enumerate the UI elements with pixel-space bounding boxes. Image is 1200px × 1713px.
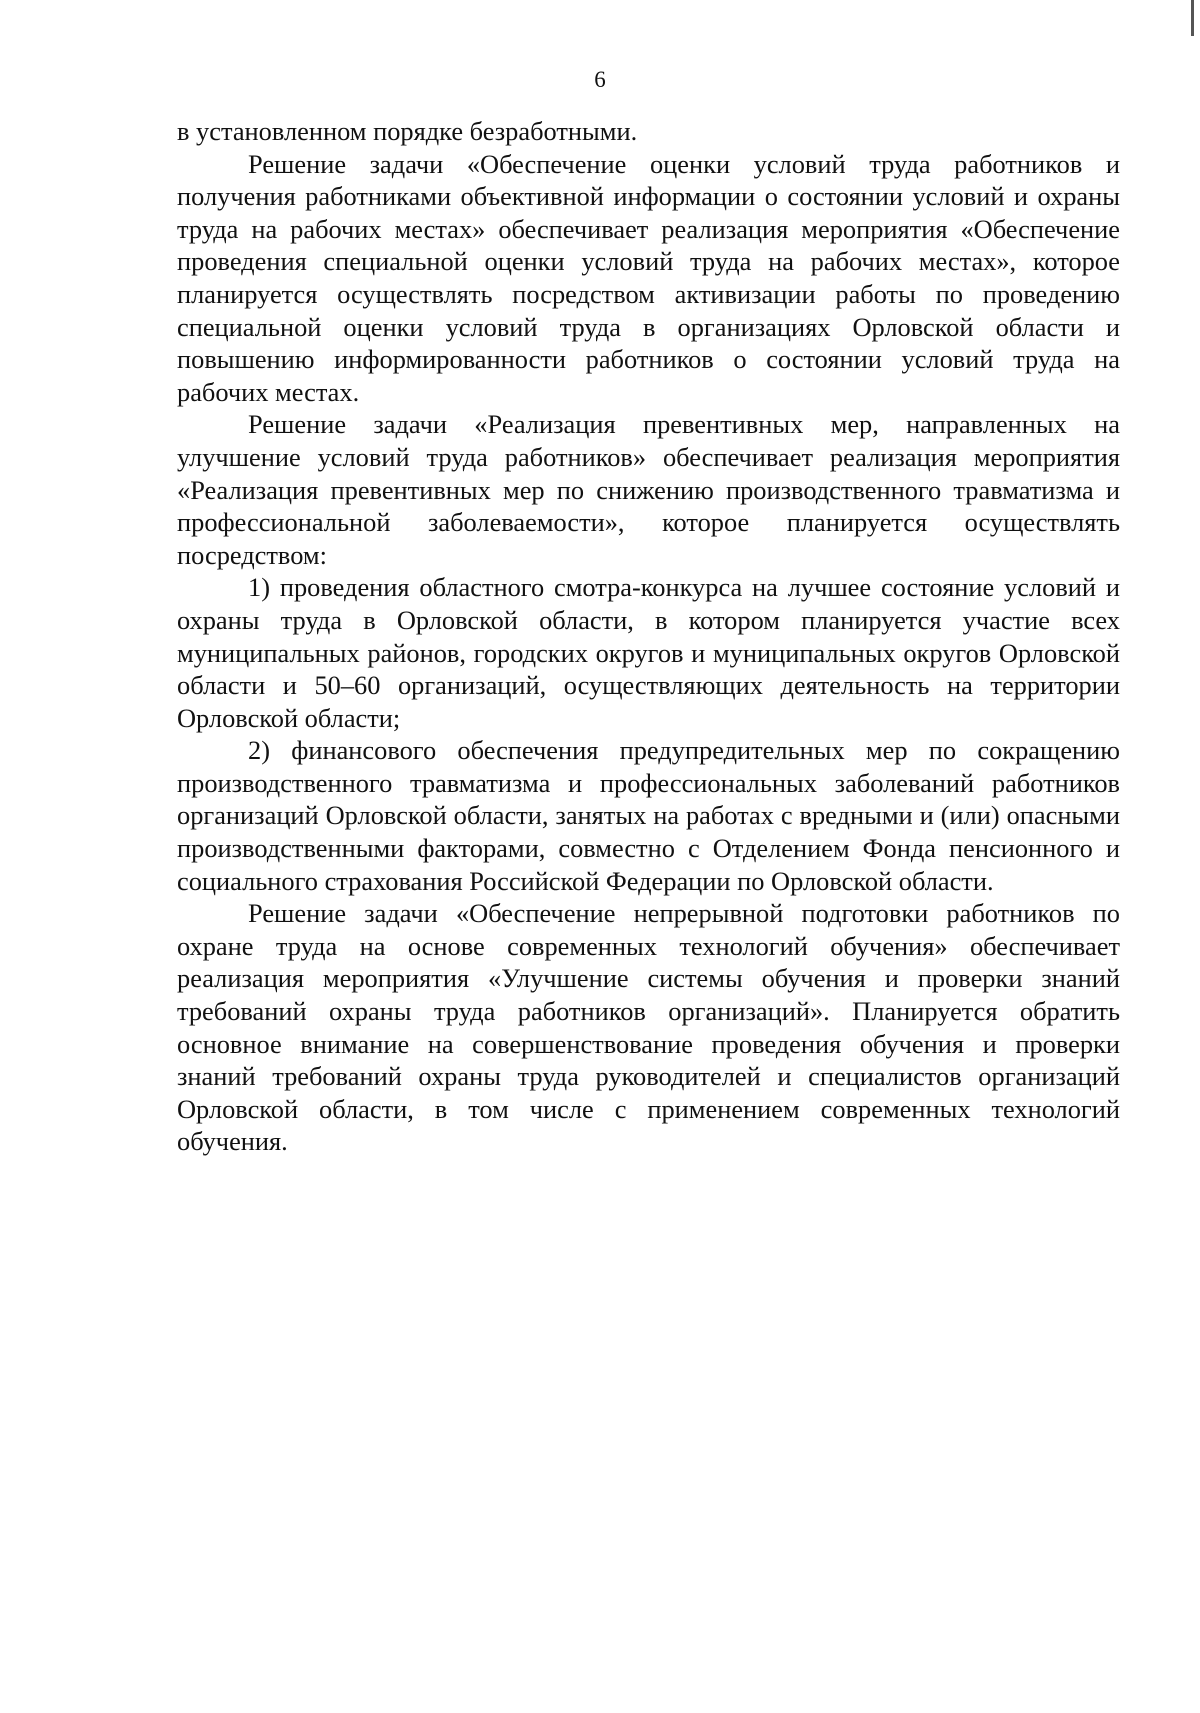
list-item-1-contest: 1) проведения областного смотра-конкурса на лучшее состояние условий и охраны труда в Орловской области, в котором планируется участие всех муниципальных районов, городских округов и муниципальных округов Орловской области и 50–60 организаций, осуществляющих деятельность на территории Орловской области; <box>177 572 1120 733</box>
paragraph-training: Решение задачи «Обеспечение непрерывной подготовки работников по охране труда на основе современных технологий обучения» обеспечивает реализация мероприятия «Улучшение системы обучения и проверки знаний требований охраны труда работников организаций». Планируется обратить основное внимание на совершенствование проведения обучения и проверки знаний требований охраны труда руководителей и специалистов организаций Орловской области, в том числе с применением современных технологий обучения. <box>177 898 1120 1157</box>
paragraph-working-conditions-assessment: Решение задачи «Обеспечение оценки условий труда работников и получения работниками объективной информации о состоянии условий и охраны труда на рабочих местах» обеспечивает реализация мероприятия «Обеспечение проведения специальной оценки условий труда на рабочих местах», которое планируется осуществлять посредством активизации работы по проведению специальной оценки условий труда в организациях Орловской области и повышению информированности работников о состоянии условий труда на рабочих местах. <box>177 148 1120 407</box>
paragraph-preventive-measures: Решение задачи «Реализация превентивных мер, направленных на улучшение условий труда работников» обеспечивает реализация мероприятия «Реализация превентивных мер по снижению производственного травматизма и профессиональной заболеваемости», которое планируется осуществлять посредством: <box>177 409 1120 570</box>
body-text <box>177 115 1120 1158</box>
page-number: 6 <box>594 67 606 92</box>
paragraph-continuation: в установленном порядке безработными. <box>177 116 638 146</box>
scan-edge-mark <box>1191 0 1194 36</box>
list-item-2-financing: 2) финансового обеспечения предупредительных мер по сокращению производственного травматизма и профессиональных заболеваний работников организаций Орловской области, занятых на работах с вредными и (или) опасными производственными факторами, совместно с Отделением Фонда пенсионного и социального страхования Российской Федерации по Орловской области. <box>177 735 1120 896</box>
